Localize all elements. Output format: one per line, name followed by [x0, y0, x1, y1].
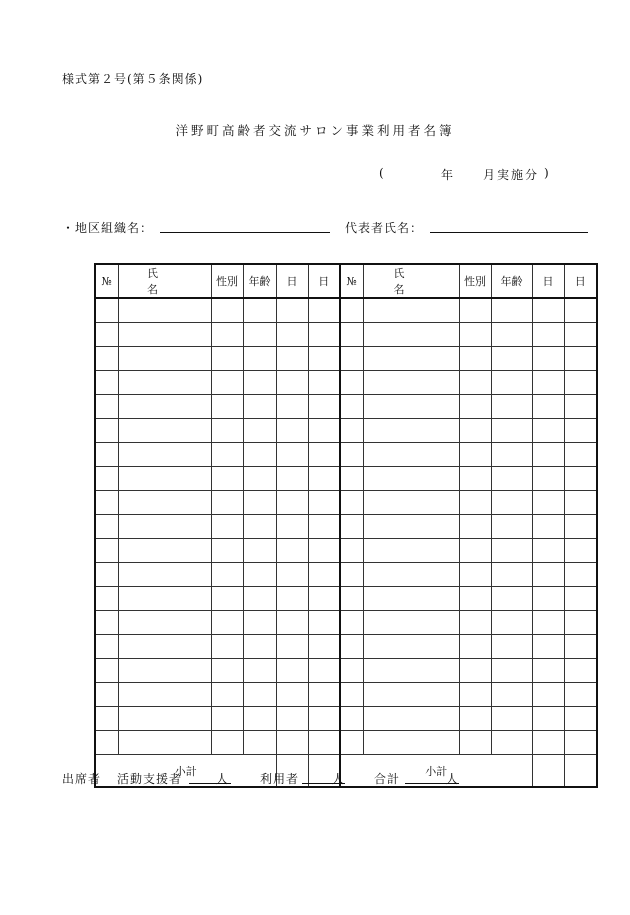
table-cell[interactable] — [308, 515, 340, 539]
table-cell[interactable] — [532, 587, 564, 611]
table-cell[interactable] — [118, 347, 211, 371]
table-cell[interactable] — [276, 323, 308, 347]
total-label: 合計 — [374, 772, 401, 786]
table-cell[interactable] — [243, 539, 276, 563]
table-cell[interactable] — [340, 611, 363, 635]
table-cell[interactable] — [243, 419, 276, 443]
table-cell[interactable] — [459, 419, 491, 443]
table-cell[interactable] — [243, 707, 276, 731]
table-cell[interactable] — [118, 395, 211, 419]
table-cell[interactable] — [95, 419, 118, 443]
table-cell[interactable] — [243, 587, 276, 611]
table-cell[interactable] — [363, 491, 459, 515]
table-cell[interactable] — [95, 659, 118, 683]
table-cell[interactable] — [363, 395, 459, 419]
form-number: 様式第２号(第５条関係) — [62, 72, 204, 86]
table-cell[interactable] — [491, 611, 532, 635]
table-cell[interactable] — [564, 587, 597, 611]
table-row — [95, 443, 597, 467]
table-cell[interactable] — [491, 563, 532, 587]
table-cell[interactable] — [459, 371, 491, 395]
table-cell[interactable] — [532, 539, 564, 563]
table-cell[interactable] — [243, 491, 276, 515]
table-cell[interactable] — [340, 323, 363, 347]
table-cell[interactable] — [459, 443, 491, 467]
header-day-2: 日 — [308, 264, 340, 298]
table-cell[interactable] — [308, 707, 340, 731]
table-cell[interactable] — [276, 347, 308, 371]
table-cell[interactable] — [363, 539, 459, 563]
table-cell[interactable] — [363, 298, 459, 323]
table-cell[interactable] — [243, 443, 276, 467]
table-cell[interactable] — [243, 563, 276, 587]
table-cell[interactable] — [340, 707, 363, 731]
table-cell[interactable] — [532, 323, 564, 347]
subtotal-label: 小計 — [95, 755, 276, 788]
table-cell[interactable] — [363, 323, 459, 347]
table-cell[interactable] — [459, 298, 491, 323]
table-cell[interactable] — [118, 635, 211, 659]
table-cell[interactable] — [211, 395, 243, 419]
table-cell[interactable] — [491, 683, 532, 707]
table-cell[interactable] — [340, 635, 363, 659]
roster-table — [94, 263, 598, 788]
table-cell[interactable] — [276, 731, 308, 755]
table-cell[interactable] — [491, 323, 532, 347]
table-row — [95, 371, 597, 395]
table-cell[interactable] — [276, 635, 308, 659]
table-cell[interactable] — [532, 298, 564, 323]
table-cell[interactable] — [532, 635, 564, 659]
table-cell[interactable] — [491, 707, 532, 731]
table-cell[interactable] — [308, 587, 340, 611]
table-cell[interactable] — [118, 467, 211, 491]
table-cell[interactable] — [340, 731, 363, 755]
table-cell[interactable] — [308, 298, 340, 323]
table-cell[interactable] — [211, 683, 243, 707]
table-cell[interactable] — [95, 611, 118, 635]
table-cell[interactable] — [276, 611, 308, 635]
table-cell[interactable] — [211, 707, 243, 731]
table-cell[interactable] — [491, 371, 532, 395]
table-cell[interactable] — [308, 563, 340, 587]
table-cell[interactable] — [564, 347, 597, 371]
table-cell[interactable] — [276, 515, 308, 539]
table-cell[interactable] — [276, 467, 308, 491]
table-cell[interactable] — [118, 419, 211, 443]
table-cell[interactable] — [363, 731, 459, 755]
table-cell[interactable] — [118, 563, 211, 587]
table-cell[interactable] — [532, 563, 564, 587]
representative-label: 代表者氏名： — [345, 221, 424, 235]
table-cell[interactable] — [363, 683, 459, 707]
table-cell[interactable] — [459, 539, 491, 563]
table-cell[interactable] — [211, 371, 243, 395]
table-cell[interactable] — [95, 467, 118, 491]
header-age: 年齢 — [243, 264, 276, 298]
table-cell[interactable] — [308, 323, 340, 347]
table-cell[interactable] — [363, 707, 459, 731]
table-cell[interactable] — [340, 298, 363, 323]
table-cell[interactable] — [459, 491, 491, 515]
table-cell[interactable] — [211, 611, 243, 635]
table-cell[interactable] — [211, 467, 243, 491]
table-cell[interactable] — [276, 395, 308, 419]
table-cell[interactable] — [118, 371, 211, 395]
table-cell[interactable] — [118, 707, 211, 731]
table-cell[interactable] — [211, 347, 243, 371]
table-cell[interactable] — [243, 395, 276, 419]
table-cell[interactable] — [532, 515, 564, 539]
district-blank[interactable] — [160, 232, 330, 233]
table-cell[interactable] — [95, 683, 118, 707]
table-cell[interactable] — [459, 635, 491, 659]
table-cell[interactable] — [532, 683, 564, 707]
table-cell[interactable] — [243, 731, 276, 755]
table-cell[interactable] — [243, 347, 276, 371]
table-cell[interactable] — [532, 395, 564, 419]
table-cell[interactable] — [276, 539, 308, 563]
table-cell[interactable] — [95, 395, 118, 419]
table-cell[interactable] — [564, 539, 597, 563]
table-cell[interactable] — [308, 491, 340, 515]
table-cell[interactable] — [363, 467, 459, 491]
table-cell[interactable] — [340, 419, 363, 443]
table-cell[interactable] — [340, 347, 363, 371]
table-cell[interactable] — [459, 323, 491, 347]
table-cell[interactable] — [243, 371, 276, 395]
header-gender: 性別 — [211, 264, 243, 298]
table-row — [95, 539, 597, 563]
table-cell[interactable] — [340, 659, 363, 683]
table-cell[interactable] — [308, 659, 340, 683]
table-cell[interactable] — [564, 635, 597, 659]
table-cell[interactable] — [211, 491, 243, 515]
table-cell[interactable] — [211, 659, 243, 683]
table-cell[interactable] — [308, 347, 340, 371]
table-cell[interactable] — [459, 347, 491, 371]
table-row — [95, 635, 597, 659]
table-cell[interactable] — [564, 659, 597, 683]
table-cell[interactable] — [564, 467, 597, 491]
table-cell[interactable] — [95, 371, 118, 395]
table-cell[interactable] — [532, 467, 564, 491]
table-row — [95, 611, 597, 635]
table-cell[interactable] — [363, 587, 459, 611]
table-cell[interactable] — [564, 683, 597, 707]
table-cell[interactable] — [308, 539, 340, 563]
table-cell[interactable] — [276, 443, 308, 467]
table-cell[interactable] — [459, 587, 491, 611]
table-cell[interactable] — [363, 611, 459, 635]
table-cell[interactable] — [95, 323, 118, 347]
table-cell[interactable] — [118, 611, 211, 635]
support-unit: 人 — [216, 772, 230, 786]
table-cell[interactable] — [363, 563, 459, 587]
table-cell[interactable] — [564, 395, 597, 419]
table-row — [95, 298, 597, 323]
table-row — [95, 419, 597, 443]
table-cell[interactable] — [340, 395, 363, 419]
table-row — [95, 467, 597, 491]
table-cell[interactable] — [95, 443, 118, 467]
table-cell[interactable] — [459, 659, 491, 683]
table-cell[interactable] — [118, 731, 211, 755]
table-cell[interactable] — [363, 443, 459, 467]
table-cell[interactable] — [243, 515, 276, 539]
table-cell[interactable] — [308, 395, 340, 419]
table-cell[interactable] — [564, 491, 597, 515]
table-cell[interactable] — [95, 731, 118, 755]
table-cell[interactable] — [118, 659, 211, 683]
table-row — [95, 659, 597, 683]
table-row — [95, 323, 597, 347]
period-year-label: 年 — [441, 168, 454, 182]
table-cell[interactable] — [564, 323, 597, 347]
table-cell[interactable] — [532, 611, 564, 635]
table-cell[interactable] — [211, 443, 243, 467]
table-cell[interactable] — [564, 563, 597, 587]
table-cell[interactable] — [532, 347, 564, 371]
table-cell[interactable] — [340, 371, 363, 395]
table-cell[interactable] — [459, 467, 491, 491]
table-cell[interactable] — [276, 587, 308, 611]
table-cell[interactable] — [491, 659, 532, 683]
table-row — [95, 731, 597, 755]
table-cell[interactable] — [363, 371, 459, 395]
table-cell[interactable] — [532, 371, 564, 395]
table-cell[interactable] — [276, 419, 308, 443]
table-cell[interactable] — [459, 563, 491, 587]
table-cell[interactable] — [340, 683, 363, 707]
table-cell[interactable] — [491, 419, 532, 443]
table-header-row — [95, 264, 597, 298]
table-cell[interactable] — [243, 611, 276, 635]
table-cell[interactable] — [491, 539, 532, 563]
table-cell[interactable] — [459, 515, 491, 539]
table-cell[interactable] — [118, 515, 211, 539]
table-cell[interactable] — [491, 491, 532, 515]
table-cell[interactable] — [308, 443, 340, 467]
table-cell[interactable] — [363, 659, 459, 683]
table-cell[interactable] — [459, 683, 491, 707]
table-cell[interactable] — [564, 611, 597, 635]
table-row — [95, 707, 597, 731]
period-close-paren: ) — [544, 166, 549, 180]
subtotal-cell[interactable] — [532, 755, 564, 788]
table-cell[interactable] — [491, 731, 532, 755]
district-label: ・地区組織名： — [62, 221, 154, 235]
table-cell[interactable] — [118, 491, 211, 515]
table-cell[interactable] — [532, 443, 564, 467]
table-cell[interactable] — [459, 731, 491, 755]
header-name: 氏 名 — [363, 264, 459, 298]
table-cell[interactable] — [211, 587, 243, 611]
table-row — [95, 587, 597, 611]
table-cell[interactable] — [491, 515, 532, 539]
table-cell[interactable] — [564, 419, 597, 443]
period-open-paren: ( — [379, 166, 384, 180]
table-cell[interactable] — [532, 659, 564, 683]
header-day-2: 日 — [564, 264, 597, 298]
header-gender: 性別 — [459, 264, 491, 298]
table-cell[interactable] — [459, 395, 491, 419]
table-cell[interactable] — [211, 635, 243, 659]
table-cell[interactable] — [363, 635, 459, 659]
table-cell[interactable] — [95, 539, 118, 563]
header-no: № — [95, 264, 118, 298]
users-unit: 人 — [332, 772, 346, 786]
representative-blank[interactable] — [430, 232, 588, 233]
table-cell[interactable] — [491, 395, 532, 419]
table-row — [95, 491, 597, 515]
table-cell[interactable] — [363, 515, 459, 539]
header-day-1: 日 — [276, 264, 308, 298]
users-label: 利用者 — [260, 772, 300, 786]
table-cell[interactable] — [276, 707, 308, 731]
table-cell[interactable] — [340, 563, 363, 587]
table-cell[interactable] — [308, 635, 340, 659]
table-cell[interactable] — [308, 731, 340, 755]
table-cell[interactable] — [95, 563, 118, 587]
table-cell[interactable] — [95, 587, 118, 611]
table-cell[interactable] — [276, 371, 308, 395]
table-cell[interactable] — [276, 298, 308, 323]
header-no: № — [340, 264, 363, 298]
table-cell[interactable] — [118, 443, 211, 467]
table-cell[interactable] — [491, 443, 532, 467]
table-cell[interactable] — [211, 323, 243, 347]
table-cell[interactable] — [95, 298, 118, 323]
table-cell[interactable] — [308, 683, 340, 707]
table-row — [95, 395, 597, 419]
attendees-label: 出席者 — [62, 772, 102, 786]
table-cell[interactable] — [340, 467, 363, 491]
table-cell[interactable] — [243, 467, 276, 491]
table-cell[interactable] — [532, 419, 564, 443]
table-cell[interactable] — [564, 298, 597, 323]
table-cell[interactable] — [276, 491, 308, 515]
table-cell[interactable] — [118, 587, 211, 611]
header-day-1: 日 — [532, 264, 564, 298]
table-cell[interactable] — [211, 731, 243, 755]
table-cell[interactable] — [340, 443, 363, 467]
period-month-label: 月実施分 — [483, 168, 540, 182]
table-cell[interactable] — [118, 323, 211, 347]
table-cell[interactable] — [276, 683, 308, 707]
table-cell[interactable] — [564, 707, 597, 731]
table-cell[interactable] — [532, 491, 564, 515]
table-cell[interactable] — [211, 539, 243, 563]
table-cell[interactable] — [491, 587, 532, 611]
table-cell[interactable] — [243, 323, 276, 347]
table-cell[interactable] — [211, 515, 243, 539]
table-cell[interactable] — [491, 467, 532, 491]
total-unit: 人 — [446, 772, 460, 786]
table-cell[interactable] — [340, 587, 363, 611]
table-cell[interactable] — [340, 539, 363, 563]
table-cell[interactable] — [243, 298, 276, 323]
table-cell[interactable] — [276, 563, 308, 587]
table-cell[interactable] — [308, 467, 340, 491]
header-age: 年齢 — [491, 264, 532, 298]
table-cell[interactable] — [95, 707, 118, 731]
subtotal-cell[interactable] — [564, 755, 597, 788]
table-cell[interactable] — [118, 683, 211, 707]
table-cell[interactable] — [308, 419, 340, 443]
table-cell[interactable] — [243, 659, 276, 683]
table-cell[interactable] — [532, 731, 564, 755]
table-cell[interactable] — [211, 298, 243, 323]
table-row — [95, 347, 597, 371]
document-title: 洋野町高齢者交流サロン事業利用者名簿 — [175, 123, 455, 138]
table-cell[interactable] — [95, 635, 118, 659]
table-cell[interactable] — [459, 611, 491, 635]
table-row — [95, 515, 597, 539]
table-cell[interactable] — [491, 298, 532, 323]
table-row — [95, 563, 597, 587]
table-cell[interactable] — [118, 298, 211, 323]
table-cell[interactable] — [95, 515, 118, 539]
table-cell[interactable] — [211, 419, 243, 443]
table-cell[interactable] — [340, 515, 363, 539]
table-cell[interactable] — [564, 731, 597, 755]
table-cell[interactable] — [276, 659, 308, 683]
table-cell[interactable] — [211, 563, 243, 587]
table-cell[interactable] — [564, 515, 597, 539]
table-cell[interactable] — [243, 635, 276, 659]
support-label: 活動支援者 — [117, 772, 183, 786]
subtotal-label: 小計 — [340, 755, 532, 788]
table-cell[interactable] — [95, 491, 118, 515]
table-cell[interactable] — [564, 371, 597, 395]
table-cell[interactable] — [340, 491, 363, 515]
table-cell[interactable] — [491, 347, 532, 371]
table-cell[interactable] — [243, 683, 276, 707]
table-cell[interactable] — [308, 371, 340, 395]
table-cell[interactable] — [363, 419, 459, 443]
header-name: 氏 名 — [118, 264, 211, 298]
table-row — [95, 683, 597, 707]
table-cell[interactable] — [564, 443, 597, 467]
table-cell[interactable] — [95, 347, 118, 371]
table-cell[interactable] — [363, 347, 459, 371]
table-cell[interactable] — [459, 707, 491, 731]
table-cell[interactable] — [491, 635, 532, 659]
table-cell[interactable] — [308, 611, 340, 635]
table-cell[interactable] — [118, 539, 211, 563]
table-cell[interactable] — [532, 707, 564, 731]
